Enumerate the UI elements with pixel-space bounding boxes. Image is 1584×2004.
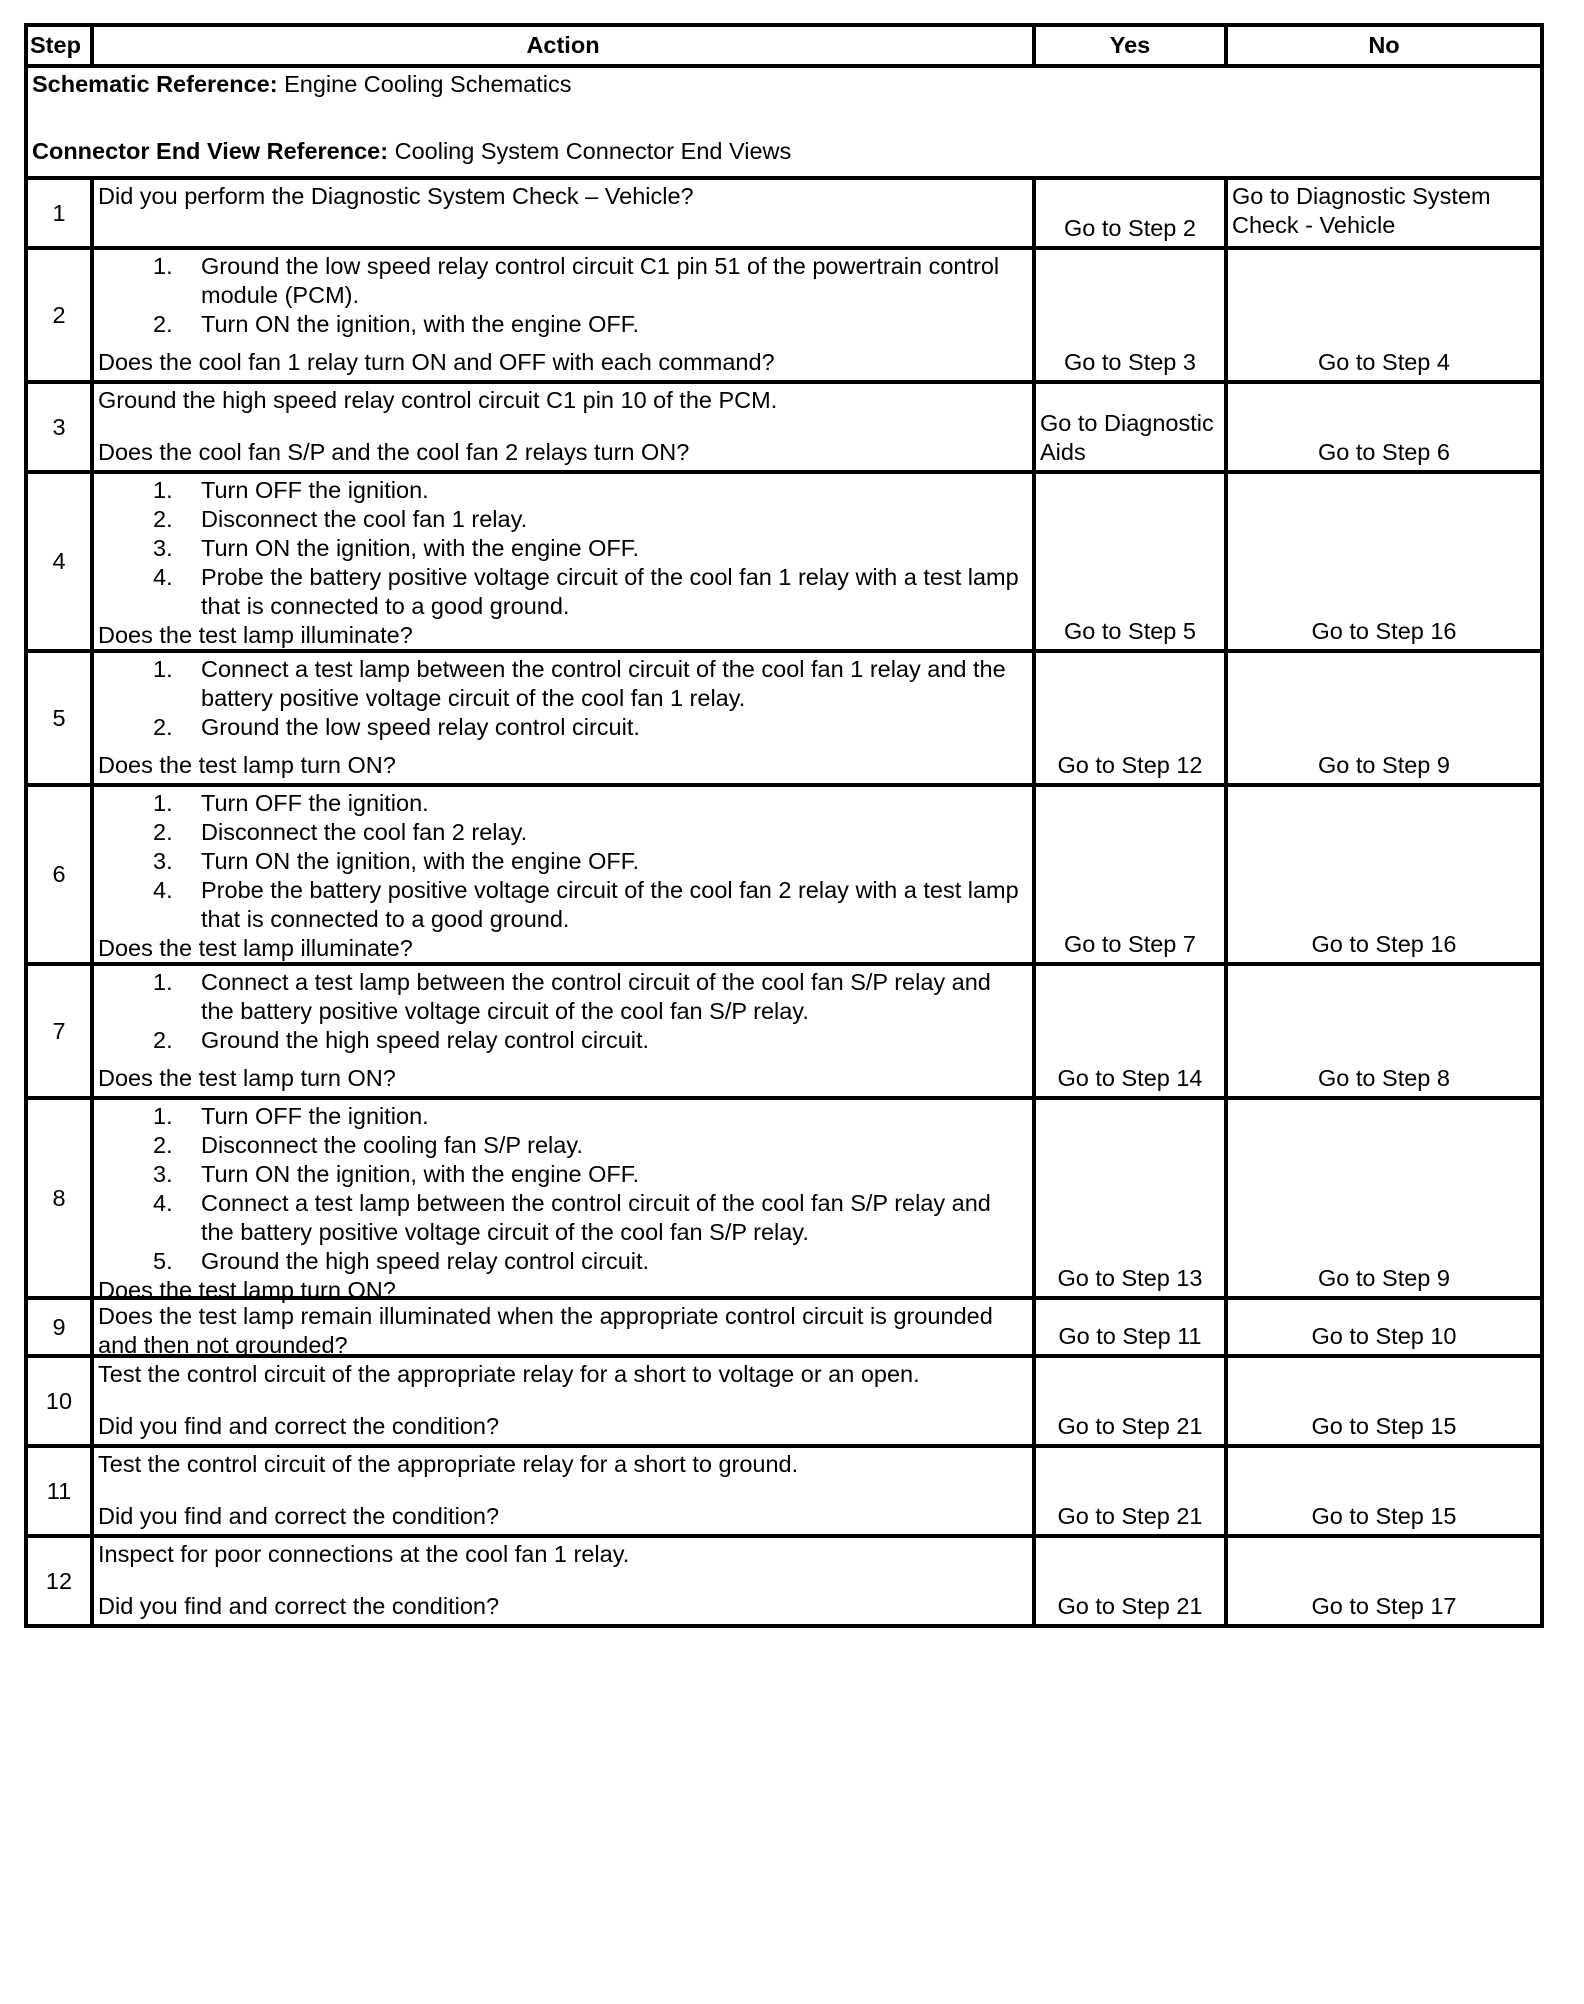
- action-spacer: [98, 415, 1028, 438]
- action-text: Does the test lamp remain illuminated when the appropriate control circuit is grounded and then not grounded?: [98, 1303, 993, 1358]
- action-step-item: [98, 1247, 1028, 1276]
- table-row: [26, 382, 1542, 472]
- diagnostic-table: [24, 23, 1544, 1628]
- header-step: Step: [26, 25, 92, 66]
- action-cell: [92, 178, 1034, 248]
- action-content: [98, 476, 1028, 646]
- table-row: [26, 1356, 1542, 1446]
- yes-result: Go to Step 12: [1034, 651, 1226, 785]
- no-result: Go to Diagnostic System Check - Vehicle: [1226, 178, 1542, 248]
- action-content: [98, 182, 1028, 243]
- action-steps-list: [98, 1102, 1028, 1276]
- action-step-item: [98, 310, 1028, 339]
- action-cell: [92, 785, 1034, 964]
- table-row: [26, 472, 1542, 651]
- action-step-number: 1.: [153, 656, 173, 682]
- action-cell: [92, 382, 1034, 472]
- table-row: [26, 964, 1542, 1098]
- action-step-text: Turn OFF the ignition.: [201, 1103, 429, 1129]
- action-step-number: 1.: [153, 1103, 173, 1129]
- action-text: Inspect for poor connections at the cool fan 1 relay.: [98, 1541, 630, 1567]
- action-text: Ground the high speed relay control circuit C1 pin 10 of the PCM.: [98, 387, 778, 413]
- connector-reference-value: Cooling System Connector End Views: [388, 138, 792, 164]
- action-step-text: Ground the high speed relay control circuit.: [201, 1248, 650, 1274]
- step-number: 2: [26, 248, 92, 382]
- action-step-item: [98, 563, 1028, 621]
- action-step-item: [98, 655, 1028, 713]
- action-text: Test the control circuit of the appropriate relay for a short to voltage or an open.: [98, 1361, 920, 1387]
- action-spacer: [98, 339, 1028, 348]
- action-cell: [92, 1446, 1034, 1536]
- action-steps-list: [98, 655, 1028, 742]
- action-step-item: [98, 1102, 1028, 1131]
- action-step-number: 1.: [153, 477, 173, 503]
- step-number: 11: [26, 1446, 92, 1536]
- diagnostic-table-sheet: [24, 23, 1540, 1628]
- yes-result: Go to Step 21: [1034, 1446, 1226, 1536]
- action-step-text: Disconnect the cool fan 1 relay.: [201, 506, 528, 532]
- action-step-number: 1.: [153, 253, 173, 279]
- action-steps-list: [98, 252, 1028, 339]
- header-row: [26, 25, 1542, 66]
- action-cell: [92, 651, 1034, 785]
- action-cell: [92, 472, 1034, 651]
- action-step-number: 2.: [153, 1027, 173, 1053]
- step-number: 9: [26, 1298, 92, 1356]
- action-step-item: [98, 847, 1028, 876]
- action-step-text: Connect a test lamp between the control circuit of the cool fan S/P relay and the battery positive voltage circuit of the cool fan S/P relay.: [201, 969, 991, 1024]
- step-number: 7: [26, 964, 92, 1098]
- yes-result: Go to Diagnostic Aids: [1034, 382, 1226, 472]
- action-step-number: 1.: [153, 790, 173, 816]
- action-step-text: Turn ON the ignition, with the engine OFF.: [201, 848, 640, 874]
- no-result: Go to Step 17: [1226, 1536, 1542, 1626]
- action-step-text: Connect a test lamp between the control circuit of the cool fan S/P relay and the battery positive voltage circuit of the cool fan S/P relay.: [201, 1190, 991, 1245]
- action-step-item: [98, 1160, 1028, 1189]
- table-row: [26, 1298, 1542, 1356]
- action-content: [98, 968, 1028, 1093]
- action-spacer: [98, 1389, 1028, 1412]
- reference-row: [26, 66, 1542, 178]
- yes-result: Go to Step 2: [1034, 178, 1226, 248]
- step-number: 8: [26, 1098, 92, 1298]
- yes-result: Go to Step 11: [1034, 1298, 1226, 1356]
- no-result: Go to Step 9: [1226, 651, 1542, 785]
- action-step-number: 4.: [153, 564, 173, 590]
- action-step-item: [98, 968, 1028, 1026]
- no-result: Go to Step 16: [1226, 472, 1542, 651]
- table-row: [26, 178, 1542, 248]
- action-cell: [92, 1298, 1034, 1356]
- no-result: Go to Step 6: [1226, 382, 1542, 472]
- action-step-text: Ground the low speed relay control circuit.: [201, 714, 640, 740]
- action-step-number: 2.: [153, 1132, 173, 1158]
- action-step-text: Turn OFF the ignition.: [201, 477, 429, 503]
- action-question: Did you find and correct the condition?: [98, 1413, 500, 1439]
- action-question: Does the test lamp turn ON?: [98, 752, 396, 778]
- yes-result: Go to Step 3: [1034, 248, 1226, 382]
- action-spacer: [98, 742, 1028, 751]
- action-content: [98, 1450, 1028, 1531]
- action-cell: [92, 1098, 1034, 1303]
- yes-result: Go to Step 13: [1034, 1098, 1226, 1298]
- action-cell: [92, 964, 1034, 1098]
- action-step-text: Ground the low speed relay control circuit C1 pin 51 of the powertrain control module (PCM).: [201, 253, 1000, 308]
- no-result: Go to Step 4: [1226, 248, 1542, 382]
- connector-reference-label: Connector End View Reference:: [32, 138, 389, 164]
- step-number: 12: [26, 1536, 92, 1626]
- action-step-item: [98, 1189, 1028, 1247]
- action-content: [98, 1302, 1028, 1358]
- no-result: Go to Step 10: [1226, 1298, 1542, 1356]
- no-result: Go to Step 16: [1226, 785, 1542, 964]
- action-question: Did you find and correct the condition?: [98, 1503, 500, 1529]
- action-step-number: 4.: [153, 1190, 173, 1216]
- action-step-number: 4.: [153, 877, 173, 903]
- action-steps-list: [98, 789, 1028, 934]
- action-step-text: Turn ON the ignition, with the engine OFF.: [201, 535, 640, 561]
- action-content: [98, 789, 1028, 959]
- step-number: 4: [26, 472, 92, 651]
- action-steps-list: [98, 968, 1028, 1055]
- table-body: [26, 66, 1542, 1626]
- action-step-item: [98, 534, 1028, 563]
- action-step-text: Disconnect the cooling fan S/P relay.: [201, 1132, 583, 1158]
- action-step-number: 3.: [153, 1161, 173, 1187]
- action-step-item: [98, 1131, 1028, 1160]
- action-content: [98, 1540, 1028, 1621]
- table-row: [26, 248, 1542, 382]
- header-action: Action: [92, 25, 1034, 66]
- action-step-number: 1.: [153, 969, 173, 995]
- action-step-item: [98, 876, 1028, 934]
- action-step-item: [98, 476, 1028, 505]
- header-no: No: [1226, 25, 1542, 66]
- yes-result: Go to Step 21: [1034, 1356, 1226, 1446]
- action-content: [98, 252, 1028, 377]
- action-question: Does the cool fan S/P and the cool fan 2 relays turn ON?: [98, 439, 690, 465]
- reference-gap: [32, 99, 1536, 137]
- action-step-text: Disconnect the cool fan 2 relay.: [201, 819, 528, 845]
- action-question: Did you find and correct the condition?: [98, 1593, 500, 1619]
- yes-result: Go to Step 14: [1034, 964, 1226, 1098]
- action-cell: [92, 1536, 1034, 1626]
- action-step-item: [98, 818, 1028, 847]
- yes-result: Go to Step 5: [1034, 472, 1226, 651]
- action-spacer: [98, 1569, 1028, 1592]
- action-step-item: [98, 252, 1028, 310]
- action-step-text: Connect a test lamp between the control circuit of the cool fan 1 relay and the battery positive voltage circuit of the cool fan 1 relay.: [201, 656, 1006, 711]
- action-step-number: 5.: [153, 1248, 173, 1274]
- yes-result: Go to Step 7: [1034, 785, 1226, 964]
- table-row: [26, 785, 1542, 964]
- action-question: Does the test lamp turn ON?: [98, 1277, 396, 1303]
- reference-cell: [26, 66, 1542, 178]
- action-step-text: Turn ON the ignition, with the engine OFF.: [201, 1161, 640, 1187]
- schematic-reference: [32, 70, 1536, 99]
- no-result: Go to Step 15: [1226, 1446, 1542, 1536]
- action-question: Does the cool fan 1 relay turn ON and OFF with each command?: [98, 349, 775, 375]
- no-result: Go to Step 15: [1226, 1356, 1542, 1446]
- action-step-number: 2.: [153, 714, 173, 740]
- action-step-number: 2.: [153, 506, 173, 532]
- table-row: [26, 651, 1542, 785]
- action-step-text: Turn ON the ignition, with the engine OFF.: [201, 311, 640, 337]
- table-row: [26, 1536, 1542, 1626]
- connector-reference: [32, 137, 1536, 166]
- action-question: Does the test lamp illuminate?: [98, 935, 413, 961]
- action-step-number: 2.: [153, 819, 173, 845]
- action-step-number: 2.: [153, 311, 173, 337]
- action-question: Does the test lamp turn ON?: [98, 1065, 396, 1091]
- action-step-number: 3.: [153, 848, 173, 874]
- action-question: Does the test lamp illuminate?: [98, 622, 413, 648]
- step-number: 3: [26, 382, 92, 472]
- no-result: Go to Step 9: [1226, 1098, 1542, 1298]
- no-result: Go to Step 8: [1226, 964, 1542, 1098]
- step-number: 5: [26, 651, 92, 785]
- step-number: 1: [26, 178, 92, 248]
- action-step-text: Ground the high speed relay control circuit.: [201, 1027, 650, 1053]
- action-content: [98, 386, 1028, 467]
- schematic-reference-label: Schematic Reference:: [32, 71, 278, 97]
- table-row: [26, 1446, 1542, 1536]
- action-cell: [92, 1356, 1034, 1446]
- action-step-text: Probe the battery positive voltage circuit of the cool fan 1 relay with a test lamp that is connected to a good ground.: [201, 564, 1019, 619]
- action-step-item: [98, 713, 1028, 742]
- action-step-text: Probe the battery positive voltage circuit of the cool fan 2 relay with a test lamp that is connected to a good ground.: [201, 877, 1019, 932]
- action-spacer: [98, 1055, 1028, 1064]
- action-steps-list: [98, 476, 1028, 621]
- action-cell: [92, 248, 1034, 382]
- table-row: [26, 1098, 1542, 1298]
- action-content: [98, 1102, 1028, 1303]
- action-step-number: 3.: [153, 535, 173, 561]
- action-step-item: [98, 505, 1028, 534]
- action-step-item: [98, 789, 1028, 818]
- action-text: Test the control circuit of the appropriate relay for a short to ground.: [98, 1451, 799, 1477]
- yes-result: Go to Step 21: [1034, 1536, 1226, 1626]
- step-number: 10: [26, 1356, 92, 1446]
- action-content: [98, 1360, 1028, 1441]
- action-step-text: Turn OFF the ignition.: [201, 790, 429, 816]
- header-yes: Yes: [1034, 25, 1226, 66]
- action-step-item: [98, 1026, 1028, 1055]
- schematic-reference-value: Engine Cooling Schematics: [277, 71, 572, 97]
- action-content: [98, 655, 1028, 780]
- action-text: Did you perform the Diagnostic System Check – Vehicle?: [98, 183, 694, 209]
- action-spacer: [98, 1479, 1028, 1502]
- step-number: 6: [26, 785, 92, 964]
